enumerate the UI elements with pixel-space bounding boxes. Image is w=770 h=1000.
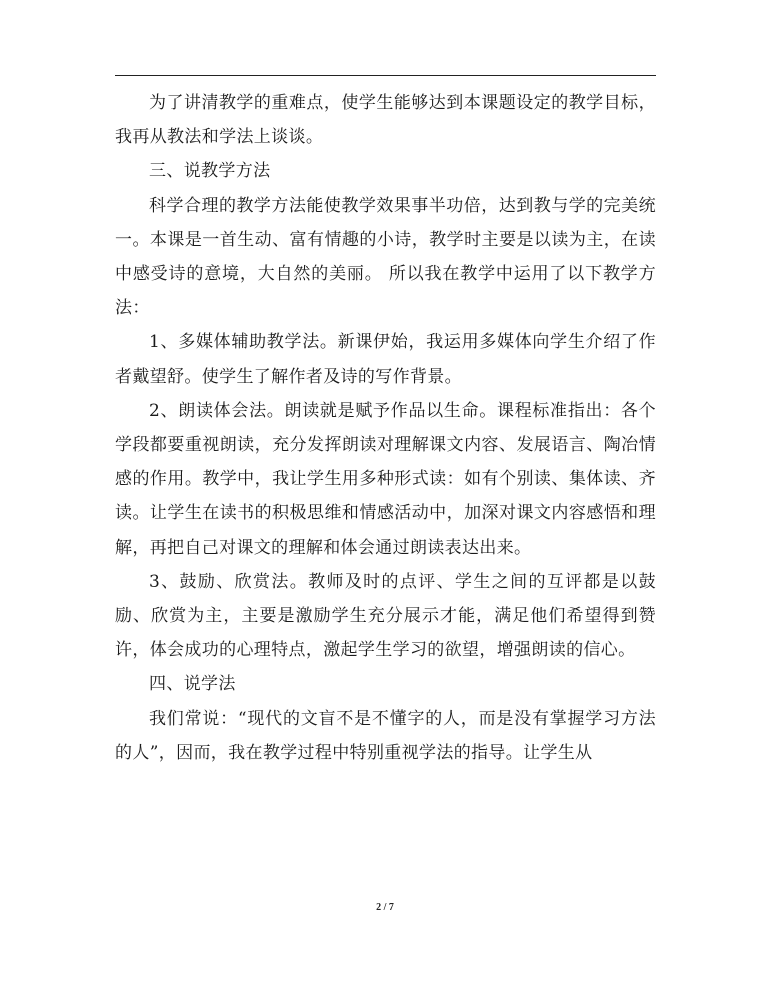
document-body [115,86,656,770]
paragraph-method-multimedia: 1、多媒体辅助教学法。新课伊始，我运用多媒体向学生介绍了作者戴望舒。使学生了解作者及诗的写作背景。 [115,332,656,387]
paragraph-intro: 为了讲清教学的重难点，使学生能够达到本课题设定的教学目标，我再从教法和学法上谈谈。 [115,93,656,148]
paragraph-method-reading: 2、朗读体会法。朗读就是赋予作品以生命。课程标准指出：各个学段都要重视朗读，充分发挥朗读对理解课文内容、发展语言、陶冶情感的作用。教学中，我让学生用多种形式读：如有个别读、集体读、齐读。让学生在读书的积极思维和情感活动中，加深对课文内容感悟和理解，再把自己对课文的理解和体会通过朗读表达出来。 [115,400,656,558]
page-number: 2 / 7 [376,902,394,913]
paragraph-learning-methods: 我们常说：“现代的文盲不是不懂字的人，而是没有掌握学习方法的人”，因而，我在教学过程中特别重视学法的指导。让学生从 [115,708,656,763]
header-divider [115,75,656,76]
paragraph-method-encouragement: 3、鼓励、欣赏法。教师及时的点评、学生之间的互评都是以鼓励、欣赏为主，主要是激励学生充分展示才能，满足他们希望得到赞许，体会成功的心理特点，激起学生学习的欲望，增强朗读的信心。 [115,571,656,661]
paragraph-methods-overview: 科学合理的教学方法能使教学效果事半功倍，达到教与学的完美统一。本课是一首生动、富有情趣的小诗，教学时主要是以读为主，在读中感受诗的意境，大自然的美丽。 所以我在教学中运用了以下教学方法： [115,195,656,319]
section-heading-teaching-methods: 三、说教学方法 [149,161,271,182]
section-heading-learning-methods: 四、说学法 [149,674,236,695]
